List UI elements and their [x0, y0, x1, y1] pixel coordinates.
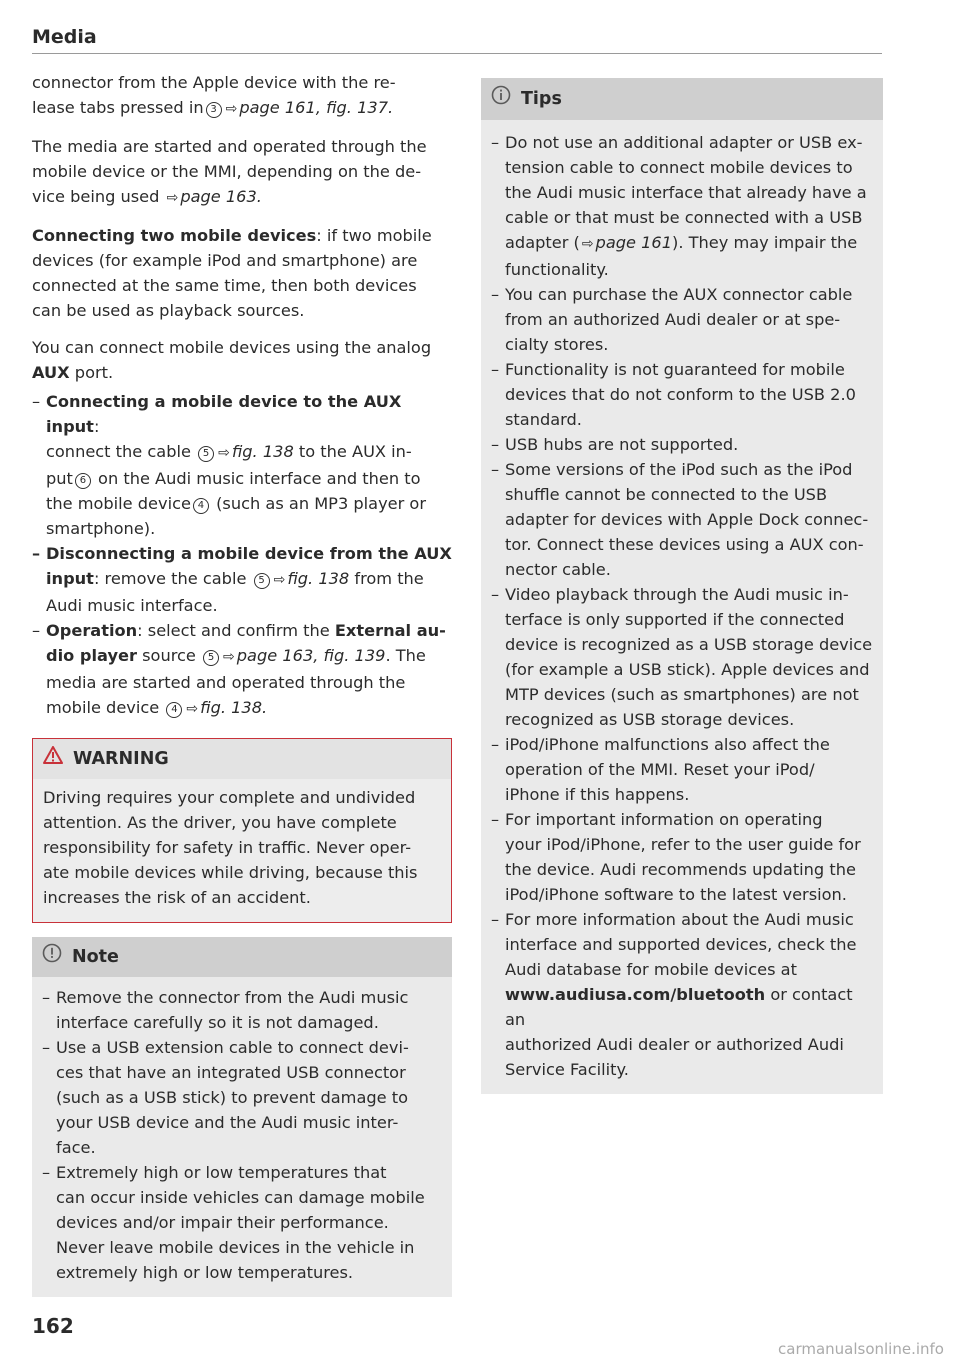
warning-triangle-icon	[43, 746, 63, 772]
list-item: – For important information on operating your iPod/iPhone, refer to the user guide for the device. Audi recommends updating the iPod/iPhone software to the latest version.	[491, 807, 873, 907]
tips-title: Tips	[521, 88, 562, 109]
website-link[interactable]: www.audiusa.com/bluetooth	[505, 985, 766, 1004]
callout-3-icon: 3	[206, 102, 222, 118]
list-item-disconnect-aux: – Disconnecting a mobile device from the AUX input: remove the cable 5 ⇨ fig. 138 from the Audi music interface.	[32, 541, 452, 618]
list-item-connect-aux: – Connecting a mobile device to the AUX input: connect the cable 5 ⇨ fig. 138 to the AUX in- put 6 on the Audi music interface and then to the mobile device 4 (such as an MP3 player or smartphone).	[32, 389, 452, 541]
watermark: carmanualsonline.info	[778, 1340, 944, 1358]
callout-5-icon: 5	[254, 573, 270, 589]
note-title: Note	[72, 946, 119, 967]
right-column	[481, 78, 883, 1094]
paragraph-aux-port: You can connect mobile devices using the analog AUX port.	[32, 338, 432, 382]
list-item: – Extremely high or low temperatures that can occur inside vehicles can damage mobile devices and/or impair their performance. Never leave mobile devices in the vehicle in extremely high or low temperatures.	[42, 1160, 442, 1285]
reference-arrow-icon: ⇨	[581, 236, 594, 252]
info-icon	[491, 85, 511, 113]
page-number: 162	[32, 1314, 74, 1338]
list-item-operation: – Operation: select and confirm the External au- dio player source 5 ⇨ page 163, fig. 139. The media are started and operated through the mobile device 4 ⇨ fig. 138.	[32, 618, 452, 722]
paragraph-two-devices: Connecting two mobile devices: if two mobile devices (for example iPod and smartphone) are connected at the same time, then both devices can be used as playback sources.	[32, 226, 432, 320]
reference-arrow-icon: ⇨	[273, 572, 286, 588]
note-exclamation-icon	[42, 943, 62, 971]
paragraph-apple-connector: connector from the Apple device with the re- lease tabs pressed in 3 ⇨ page 161, fig. 137.	[32, 73, 396, 117]
reference-arrow-icon: ⇨	[186, 701, 199, 717]
reference-arrow-icon: ⇨	[223, 649, 235, 665]
list-item: – Some versions of the iPod such as the iPod shuffle cannot be connected to the USB adapter for devices with Apple Dock connec- tor. Connect these devices using a AUX con- nector cable.	[491, 457, 873, 582]
note-box	[32, 937, 452, 1297]
list-item: – iPod/iPhone malfunctions also affect the operation of the MMI. Reset your iPod/ iPhone if this happens.	[491, 732, 873, 807]
list-item: – USB hubs are not supported.	[491, 432, 873, 457]
callout-6-icon: 6	[75, 473, 91, 489]
callout-5-icon: 5	[203, 650, 219, 666]
callout-5-icon: 5	[198, 446, 214, 462]
tips-box	[481, 78, 883, 1094]
warning-box: WARNING Driving requires your complete and undivided attention. As the driver, you have complete responsibility for safety in traffic. Never oper- ate mobile devices while driving, because this increases the risk of an accident.	[32, 738, 452, 923]
reference-arrow-icon: ⇨	[225, 101, 238, 117]
list-item: – Use a USB extension cable to connect devi- ces that have an integrated USB connector (such as a USB stick) to prevent damage to your USB device and the Audi music inter- face.	[42, 1035, 442, 1160]
list-item: – Video playback through the Audi music in- terface is only supported if the connected device is recognized as a USB storage device (for example a USB stick). Apple devices and MTP devices (such as smartphones) are not recognized as USB storage devices.	[491, 582, 873, 732]
list-item: – Functionality is not guaranteed for mobile devices that do not conform to the USB 2.0 standard.	[491, 357, 873, 432]
warning-title: WARNING	[73, 748, 169, 769]
reference-arrow-icon: ⇨	[166, 190, 179, 206]
reference-arrow-icon: ⇨	[218, 445, 230, 461]
list-item: – Remove the connector from the Audi music interface carefully so it is not damaged.	[42, 985, 442, 1035]
list-item: – Do not use an additional adapter or USB ex- tension cable to connect mobile devices to the Audi music interface that already have a cable or that must be connected with a USB adapter ( ⇨ page 161). They may impair the functionality.	[491, 130, 873, 282]
paragraph-media-started: The media are started and operated through the mobile device or the MMI, depending on the de- vice being used ⇨ page 163.	[32, 137, 427, 206]
left-column	[32, 70, 452, 1297]
header-divider	[32, 53, 882, 54]
callout-4-icon: 4	[166, 702, 182, 718]
list-item: – You can purchase the AUX connector cable from an authorized Audi dealer or at spe- cialty stores.	[491, 282, 873, 357]
callout-4-icon: 4	[193, 498, 209, 514]
list-item: – For more information about the Audi music interface and supported devices, check the Audi database for mobile devices at www.audiusa.com/bluetooth or contact an authorized Audi dealer or authorized Audi Service Facility.	[491, 907, 873, 1082]
page-header-title: Media	[32, 26, 97, 48]
